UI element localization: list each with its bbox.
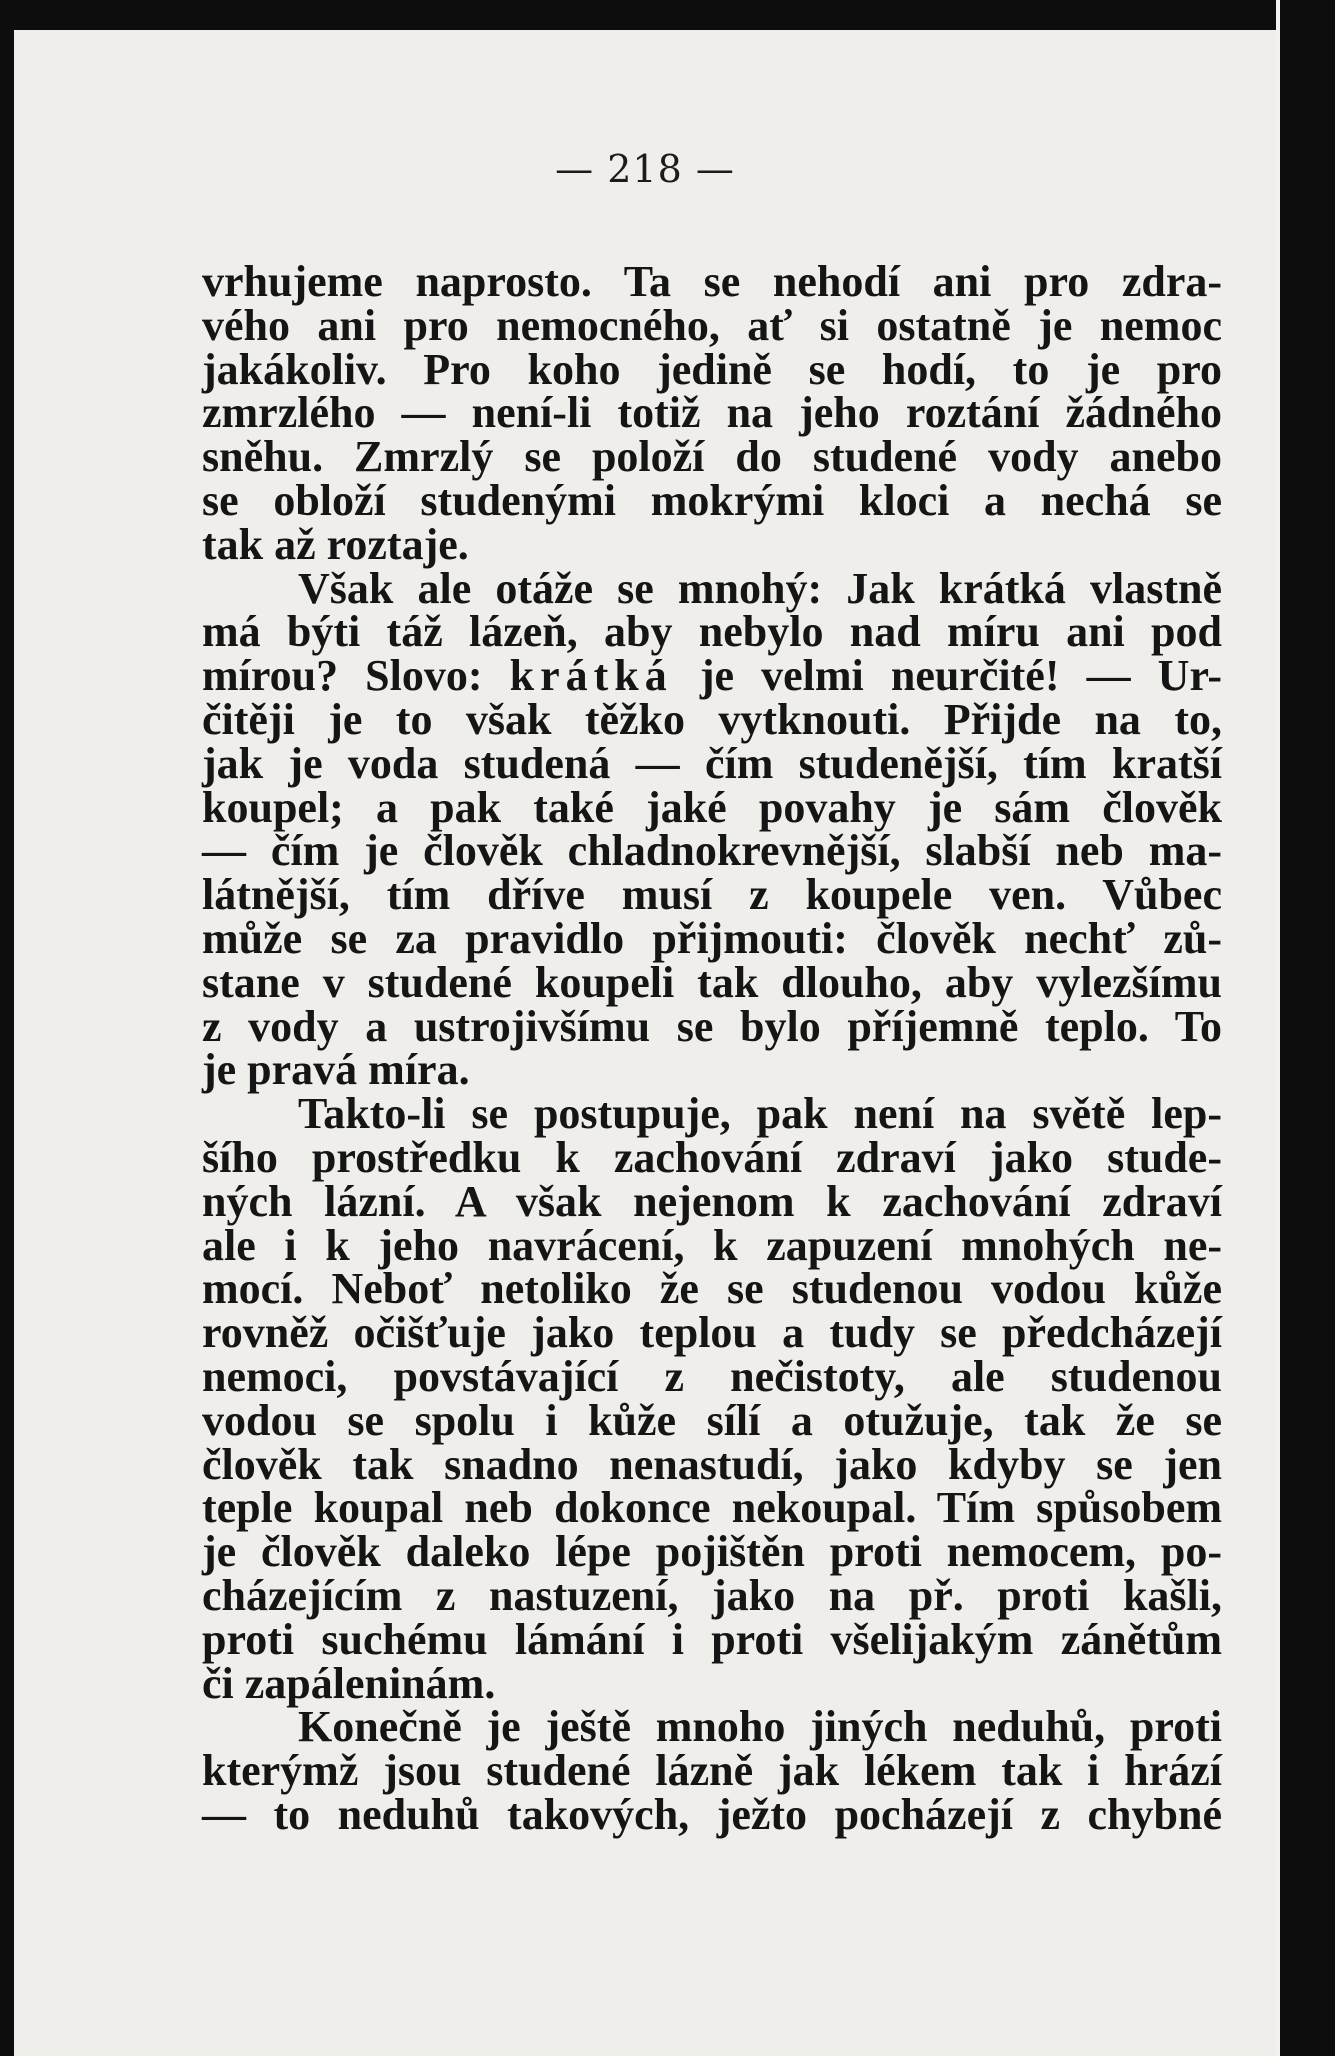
- text-line: kterýmž jsou studené lázně jak lékem tak i hrází: [202, 1746, 1222, 1796]
- text-line: proti suchému lámání i proti všelijakým zánětům: [202, 1614, 1222, 1664]
- text-line: teple koupal neb dokonce nekoupal. Tím spůsobem: [202, 1483, 1222, 1533]
- text-line: jakákoliv. Pro koho jedině se hodí, to je pro: [202, 344, 1222, 394]
- text-line: Takto-li se postupuje, pak není na světě lep-: [298, 1089, 1222, 1139]
- text-line: jak je voda studená — čím studenější, tím kratší: [202, 738, 1222, 788]
- text-line: nemoci, povstávající z nečistoty, ale studenou: [202, 1351, 1222, 1401]
- text-line: stane v studené koupeli tak dlouho, aby vylezšímu: [202, 957, 1222, 1007]
- text-line: šího prostředku k zachování zdraví jako stude-: [202, 1132, 1222, 1182]
- text-line: ale i k jeho navrácení, k zapuzení mnohých ne-: [202, 1220, 1222, 1270]
- text-line: či zapáleninám.: [202, 1658, 496, 1708]
- text-line: vého ani pro nemocného, ať si ostatně je nemoc: [202, 300, 1222, 350]
- text-line: má býti táž lázeň, aby nebylo nad míru ani pod: [202, 607, 1222, 657]
- text-line: vodou se spolu i kůže sílí a otužuje, tak že se: [202, 1395, 1222, 1445]
- text-line: — čím je člověk chladnokrevnější, slabší neb ma-: [202, 826, 1222, 876]
- body-text: [202, 257, 1222, 1839]
- text-fragment: mírou? Slovo:: [202, 651, 510, 701]
- text-line: rovněž očišťuje jako teplou a tudy se předcházejí: [202, 1308, 1222, 1358]
- text-line: ných lázní. A však nejenom k zachování zdraví: [202, 1176, 1222, 1226]
- scan-border: [1276, 0, 1280, 2056]
- emphasized-word: krátká: [509, 651, 673, 701]
- text-line: může se za pravidlo přijmouti: člověk nechť zů-: [202, 913, 1222, 963]
- text-line: — to neduhů takových, ježto pocházejí z chybné: [202, 1789, 1222, 1839]
- text-line: se obloží studenými mokrými kloci a nechá se: [202, 475, 1222, 525]
- text-line: je pravá míra.: [202, 1045, 470, 1095]
- text-line: je člověk daleko lépe pojištěn proti nemocem, po-: [202, 1527, 1222, 1577]
- text-line: sněhu. Zmrzlý se položí do studené vody anebo: [202, 432, 1222, 482]
- text-line: koupel; a pak také jaké povahy je sám člověk: [202, 782, 1222, 832]
- book-page: [14, 30, 1276, 2056]
- text-line: člověk tak snadno nenastudí, jako kdyby se jen: [202, 1439, 1222, 1489]
- text-line: [202, 651, 1222, 701]
- text-line: Konečně je ještě mnoho jiných neduhů, proti: [298, 1702, 1222, 1752]
- text-line: vrhujeme naprosto. Ta se nehodí ani pro zdra-: [202, 257, 1222, 306]
- text-fragment: je velmi neurčité! — Ur-: [672, 651, 1222, 701]
- text-line: Však ale otáže se mnohý: Jak krátká vlastně: [298, 563, 1222, 613]
- text-line: tak až roztaje.: [202, 519, 469, 569]
- text-line: cházejícím z nastuzení, jako na př. proti kašli,: [202, 1570, 1222, 1620]
- text-line: z vody a ustrojivšímu se bylo příjemně teplo. To: [202, 1001, 1222, 1051]
- text-line: látnější, tím dříve musí z koupele ven. Vůbec: [202, 870, 1222, 920]
- text-line: mocí. Neboť netoliko že se studenou vodou kůže: [202, 1264, 1222, 1314]
- text-line: zmrzlého — není-li totiž na jeho roztání žádného: [202, 388, 1222, 438]
- text-line: čitěji je to však těžko vytknouti. Přijde na to,: [202, 694, 1222, 744]
- page-number: — 218 —: [555, 147, 735, 191]
